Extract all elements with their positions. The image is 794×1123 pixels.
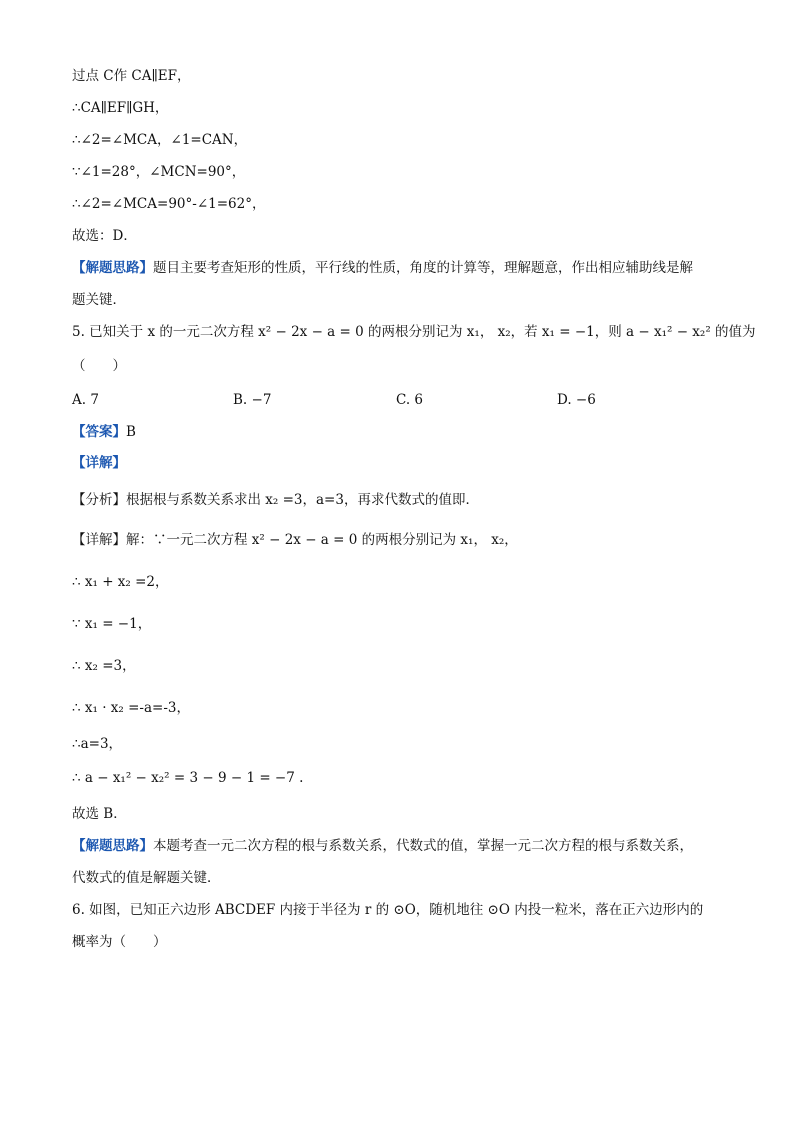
analysis-tag: 【分析】 <box>72 492 126 508</box>
option-b: B. −7 <box>233 392 272 408</box>
question-6-stem: 6. 如图，已知正六边形 ABCDEF 内接于半径为 r 的 ⊙O，随机地往 ⊙O 内投一粒米，落在正六边形内的 <box>72 902 704 918</box>
solution-step: ∴ x₂ =3， <box>72 658 136 674</box>
text-line: 代数式的值是解题关键． <box>72 870 221 886</box>
detail2-tag: 【详解】 <box>72 532 126 548</box>
answer-value: B <box>126 424 136 440</box>
text-line: ∴∠2=∠MCA=90°-∠1=62°， <box>72 196 266 212</box>
solution-idea-text: 本题考查一元二次方程的根与系数关系，代数式的值，掌握一元二次方程的根与系数关系， <box>153 838 693 854</box>
solution-step: ∴ a − x₁² − x₂² = 3 − 9 − 1 = −7 . <box>72 770 304 786</box>
detail2-text: 解：∵一元二次方程 x² − 2x − a = 0 的两根分别记为 x₁， x₂， <box>126 532 518 548</box>
detail-line <box>72 530 518 550</box>
answer-line <box>72 422 136 442</box>
option-d: D. −6 <box>557 392 596 408</box>
solution-step: 故选 B． <box>72 806 127 822</box>
detail-tag: 【详解】 <box>72 455 126 471</box>
solution-idea-text: 题目主要考查矩形的性质，平行线的性质，角度的计算等，理解题意，作出相应辅助线是解 <box>153 260 693 276</box>
text-line: ∵∠1=28°，∠MCN=90°， <box>72 164 246 180</box>
solution-idea-tag: 【解题思路】 <box>72 260 153 276</box>
solution-idea-line <box>72 258 693 278</box>
question-6-blank: 概率为（ ） <box>72 934 167 950</box>
solution-step: ∴ x₁ · x₂ =-a=-3， <box>72 700 190 716</box>
analysis-line <box>72 490 479 510</box>
solution-idea-tag: 【解题思路】 <box>72 838 153 854</box>
option-a: A. 7 <box>72 392 99 408</box>
analysis-text: 根据根与系数关系求出 x₂ =3，a=3，再求代数式的值即． <box>126 492 479 508</box>
solution-step: ∵ x₁ = −1， <box>72 616 152 632</box>
detail-heading <box>72 453 126 473</box>
solution-step: ∴a=3， <box>72 736 123 752</box>
answer-tag: 【答案】 <box>72 424 126 440</box>
text-line: ∴CA∥EF∥GH， <box>72 100 169 116</box>
text-line: ∴∠2=∠MCA，∠1=CAN， <box>72 132 248 148</box>
solution-idea-line <box>72 836 693 856</box>
question-5-stem: 5. 已知关于 x 的一元二次方程 x² − 2x − a = 0 的两根分别记为 x₁， x₂，若 x₁ = −1，则 a − x₁² − x₂² 的值为 <box>72 324 756 340</box>
option-c: C. 6 <box>396 392 424 408</box>
text-line: 题关键． <box>72 292 126 308</box>
text-line: 故选：D． <box>72 228 137 244</box>
question-5-blank: （ ） <box>72 358 126 374</box>
solution-step: ∴ x₁ + x₂ =2， <box>72 574 169 590</box>
text-line: 过点 C作 CA∥EF， <box>72 68 191 84</box>
